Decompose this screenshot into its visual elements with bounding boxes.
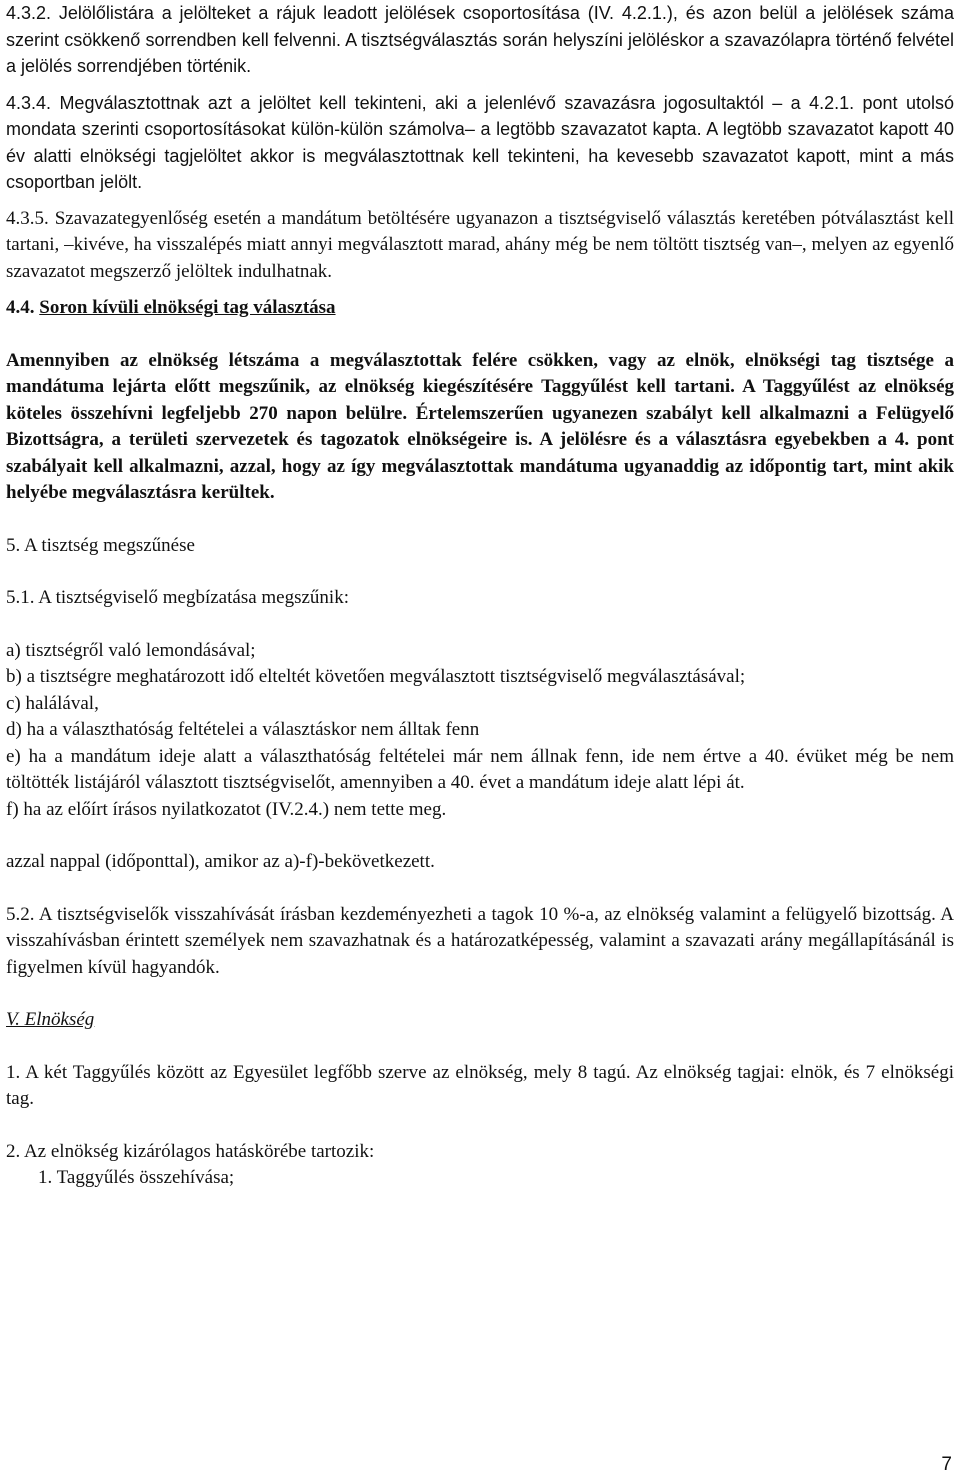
- termination-item-f: f) ha az előírt írásos nyilatkozatot (IV.2.4.) nem tette meg.: [6, 798, 447, 820]
- section-v-paragraph-2: 2. Az elnökség kizárólagos hatáskörébe tartozik:: [6, 1140, 375, 1162]
- document-page: [6, 0, 954, 1192]
- section-4-3-5: 4.3.5. Szavazategyenlőség esetén a mandátum betöltésére ugyanazon a tisztségviselő választás keretében pótválasztást kell tartani, –kivéve, ha visszalépés miatt annyi megválasztott marad, ahány még be nem töltött tisztség van–, melyen az egyenlő szavazatot megszerző jelöltek indulhatnak.: [6, 207, 954, 282]
- section-4-3-2: 4.3.2. Jelölőlistára a jelölteket a rájuk leadott jelölések csoportosítása (IV. 4.2.1.), és azon belül a jelölések száma szerint csökkenő sorrendben kell felvenni. A tisztségválasztás során helyszíni jelöléskor a szavazólapra történő felvétel a jelölés sorrendjében történik.: [6, 3, 954, 76]
- section-5-heading: 5. A tisztség megszűnése: [6, 534, 195, 556]
- section-5-1-intro: 5.1. A tisztségviselő megbízatása megszűnik:: [6, 587, 349, 608]
- section-4-4-title: Soron kívüli elnökségi tag választása: [39, 297, 336, 318]
- termination-item-b: b) a tisztségre meghatározott idő elteltét követően megválasztott tisztségviselő megválasztásával;: [6, 666, 746, 687]
- section-v-paragraph-1: 1. A két Taggyűlés között az Egyesület legfőbb szerve az elnökség, mely 8 tagú. Az elnökség tagjai: elnök, és 7 elnökségi tag.: [6, 1061, 954, 1109]
- section-4-4-heading: [6, 295, 954, 322]
- page-number: 7: [941, 1454, 952, 1475]
- section-v-list-item-1: 1. Taggyűlés összehívása;: [38, 1167, 235, 1188]
- section-4-3-4: 4.3.4. Megválasztottnak azt a jelöltet kell tekinteni, aki a jelenlévő szavazásra jogosultaktól – a 4.2.1. pont utolsó mondata szerinti csoportosításokat külön-külön számolva– a legtöbb szavazatot kapta. A legtöbb szavazatot kapott 40 év alatti elnökségi tagjelöltet akkor is megválasztottnak kell tekinteni, ha kevesebb szavazatot kapott, mint a más csoportban jelölt.: [6, 92, 954, 192]
- section-5-2: 5.2. A tisztségviselők visszahívását írásban kezdeményezheti a tagok 10 %-a, az elnökség valamint a felügyelő bizottság. A visszahívásban érintett személyek nem szavazhatnak és a határozatképesség, valamint a szavazati arány megállapításánál is figyelmen kívül hagyandók.: [6, 903, 954, 978]
- termination-item-a: a) tisztségről való lemondásával;: [6, 639, 256, 661]
- termination-item-d: d) ha a választhatóság feltételei a választáskor nem álltak fenn: [6, 719, 480, 740]
- termination-closing: azzal nappal (időponttal), amikor az a)-f)-bekövetkezett.: [6, 851, 435, 872]
- termination-item-c: c) halálával,: [6, 692, 99, 714]
- section-v-heading: V. Elnökség: [6, 1009, 95, 1030]
- section-4-4-body: Amennyiben az elnökség létszáma a megválasztottak felére csökken, vagy az elnök, elnökségi tag tisztsége a mandátuma lejárta előtt megszűnik, az elnökség kiegészítésére Taggyűlést kell tartani. A Taggyűlést az elnökség köteles összehívni legfeljebb 270 napon belülre. Értelemszerűen ugyanezen szabályt kell alkalmazni a Felügyelő Bizottságra, a területi szervezetek és tagozatok elnökségeire is. A jelölésre és a választásra egyebekben a 4. pont szabályait kell alkalmazni, azzal, hogy az így megválasztottak mandátuma ugyanaddig az időpontig tart, mint akik helyébe megválasztásra kerültek.: [6, 349, 954, 503]
- section-4-4-number: 4.4.: [6, 297, 35, 318]
- termination-item-e: e) ha a mandátum ideje alatt a választhatóság feltételei már nem állnak fenn, ide nem értve a 40. évüket még be nem töltötték listájáról választott tisztségviselőt, amennyiben a 40. évet a mandátum ideje alatt lépi át.: [6, 745, 954, 793]
